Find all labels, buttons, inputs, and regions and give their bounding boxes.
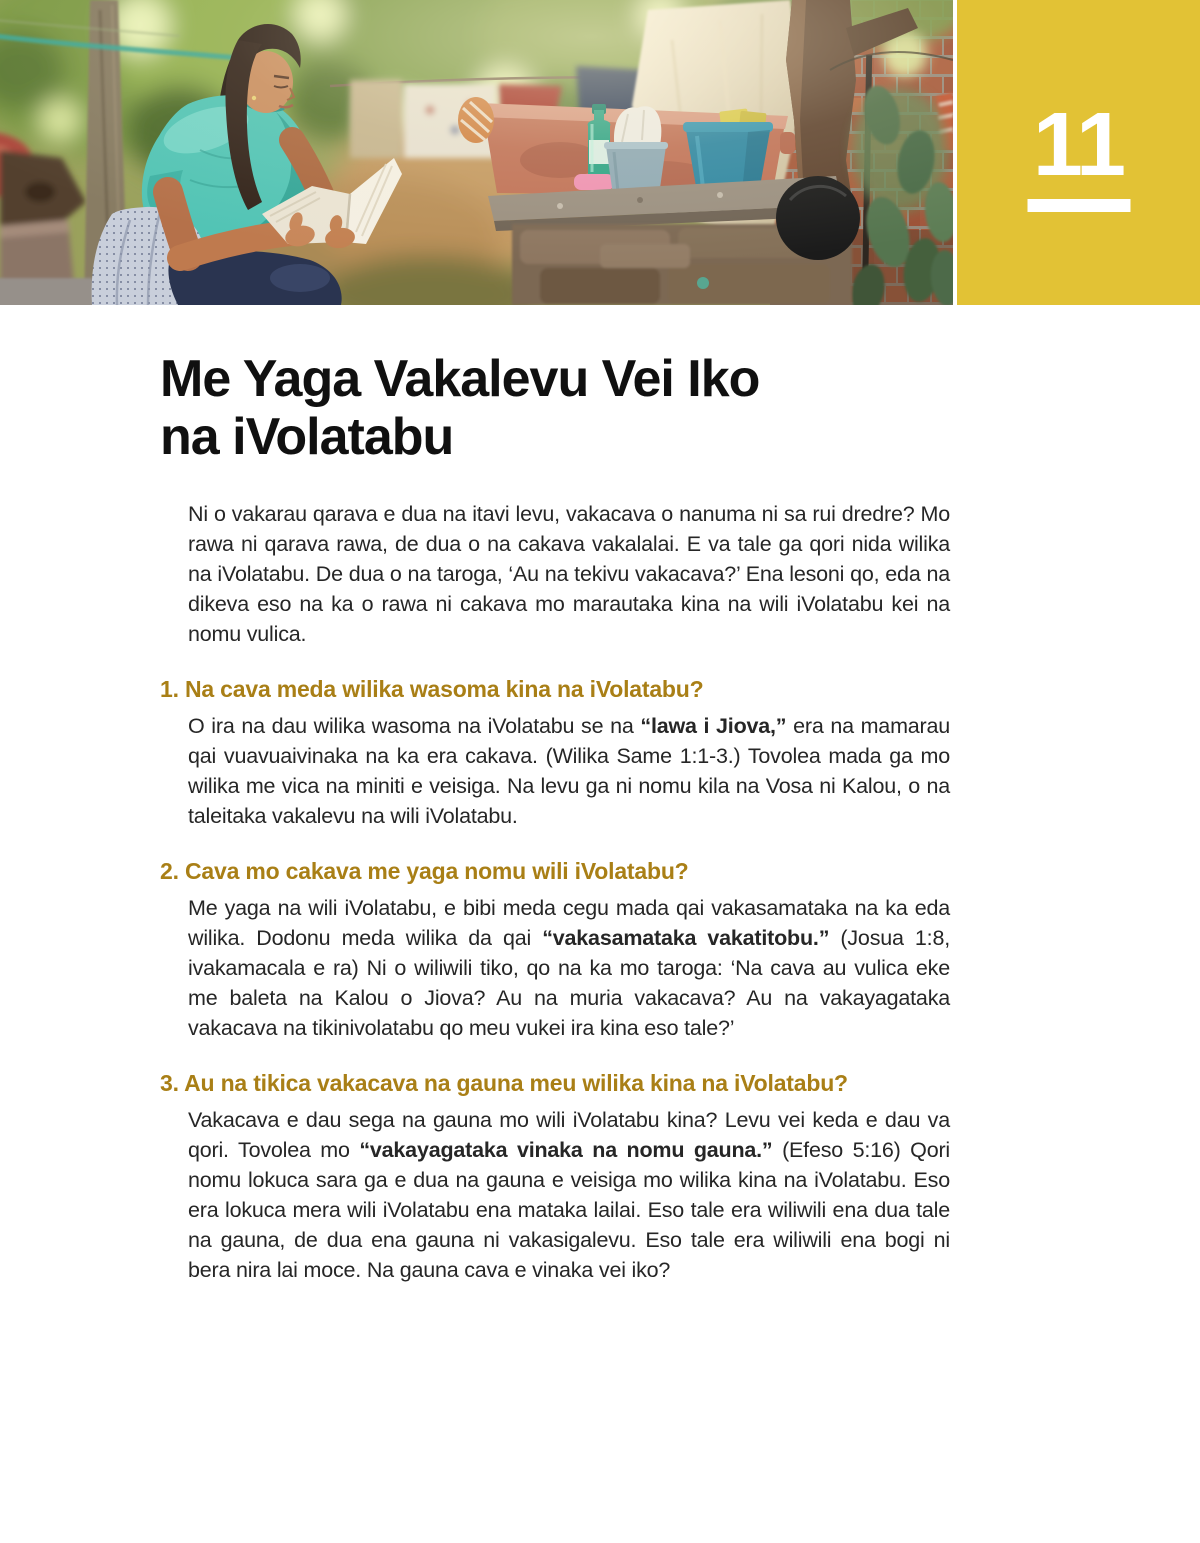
title-line-1: Me Yaga Vakalevu Vei Iko (160, 350, 760, 408)
question-3-heading: 3. Au na tikica vakacava na gauna meu wilika kina na iVolatabu? (160, 1070, 848, 1096)
hero-photo (0, 0, 953, 305)
chapter-number-box (957, 0, 1200, 305)
chapter-underline (1027, 199, 1130, 212)
section-1 (160, 675, 952, 831)
question-1-heading: 1. Na cava meda wilika wasoma kina na iVolatabu? (160, 676, 704, 702)
title-line-2: na iVolatabu (160, 408, 454, 466)
section-3 (160, 1069, 952, 1285)
sunlight-overlay (0, 0, 953, 305)
page-title (160, 350, 952, 466)
question-3-paragraph: Vakacava e dau sega na gauna mo wili iVolatabu kina? Levu vei keda e dau va qori. Tovolea mo “vakayagataka vinaka na nomu gauna.” (Efeso 5:16) Qori nomu lokuca sara ga e dua na gauna e veisiga mo wilika kina na iVolatabu. Eso era lokuca mera wili iVolatabu ena mataka lailai. Eso tale era wiliwili ena dua tale na gauna, de dua ena gauna ni vakasigalevu. Eso tale era wiliwili ena bogi ni bera nira lai moce. Na gauna cava e vinaka vei iko? (188, 1108, 950, 1282)
question-2-heading: 2. Cava mo cakava me yaga nomu wili iVolatabu? (160, 858, 689, 884)
chapter-number: 11 (1032, 95, 1125, 195)
intro-paragraph: Ni o vakarau qarava e dua na itavi levu, vakacava o nanuma ni sa rui dredre? Mo rawa ni qarava rawa, de dua o na cakava vakalalai. E va tale ga qori nida wilika na iVolatabu. De dua o na taroga, ‘Au na tekivu vakacava?’ Ena lesoni qo, eda na dikeva eso na ka o rawa ni cakava mo marautaka kina na wili iVolatabu kei na nomu vulica. (188, 502, 950, 646)
lesson-content (160, 350, 952, 1285)
question-2-paragraph: Me yaga na wili iVolatabu, e bibi meda cegu mada qai vakasamataka na ka eda wilika. Dodonu meda wilika da qai “vakasamataka vakatitobu.” (Josua 1:8, ivakamacala e ra) Ni o wiliwili tiko, qo na ka mo taroga: ‘Na cava au vulica eke me baleta na Kalou o Jiova? Au na muria vakacava? Au na vakayagataka vakacava na tikinivolatabu qo meu vukei ira kina eso tale?’ (188, 896, 950, 1040)
question-1-paragraph: O ira na dau wilika wasoma na iVolatabu se na “lawa i Jiova,” era na mamarau qai vuavuaivinaka na ka era cakava. (Wilika Same 1:1-3.) Tovolea mada ga mo wilika me vica na miniti e veisiga. Na levu ga ni nomu kila na Vosa ni Kalou, o na taleitaka vakalevu na wili iVolatabu. (188, 714, 951, 828)
section-2 (160, 857, 952, 1043)
